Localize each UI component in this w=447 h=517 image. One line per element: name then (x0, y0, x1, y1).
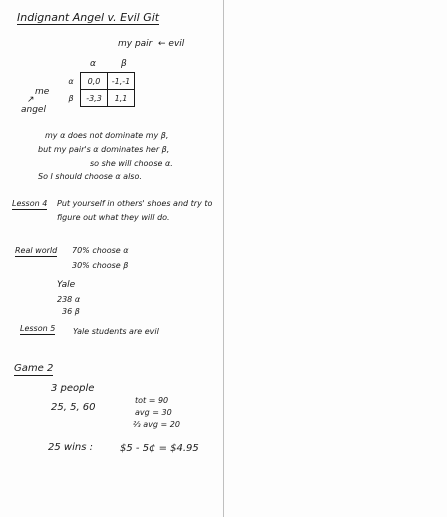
lesson-4-label: Lesson 4 (12, 199, 48, 208)
row-label-beta: β (68, 93, 74, 103)
game-2-average: avg = 30 (135, 408, 172, 417)
page-title: Indignant Angel v. Evil Git (17, 11, 160, 24)
col-label-alpha: α (90, 59, 96, 69)
lesson-5-label: Lesson 5 (20, 324, 56, 333)
game-2-numbers: 25, 5, 60 (51, 402, 96, 413)
col-label-beta: β (121, 59, 127, 69)
evil-arrow-label: ← evil (158, 39, 185, 49)
lesson-4-line-2: figure out what they will do. (57, 213, 170, 222)
matrix-row-alpha (63, 73, 135, 90)
cell-alpha-alpha: 0,0 (81, 73, 108, 90)
row-side-me: me (35, 87, 50, 97)
yale-title: Yale (57, 280, 76, 290)
matrix-row-beta (63, 90, 135, 107)
real-world-line-2: 30% choose β (72, 261, 129, 270)
real-world-label: Real world (15, 246, 58, 255)
yale-line-2: 36 β (62, 307, 80, 316)
yale-line-1: 238 α (57, 295, 81, 304)
real-world-line-1: 70% choose α (72, 246, 129, 255)
cell-beta-alpha: -3,3 (81, 90, 108, 107)
payoff-matrix (63, 72, 135, 107)
row-side-angel: angel (21, 105, 46, 115)
lesson-5-text: Yale students are evil (73, 327, 159, 336)
analysis-line-1: my α does not dominate my β, (45, 131, 169, 140)
row-label-alpha: α (68, 76, 74, 86)
cell-alpha-beta: -1,-1 (108, 73, 135, 90)
game-2-people: 3 people (51, 383, 95, 394)
my-pair-label: my pair (118, 39, 153, 49)
center-fold-line (223, 0, 224, 517)
cell-beta-beta: 1,1 (108, 90, 135, 107)
game-2-label: Game 2 (14, 363, 54, 374)
analysis-line-2: but my pair's α dominates her β, (38, 145, 170, 154)
game-2-calculation: $5 - 5¢ = $4.95 (120, 443, 199, 454)
game-2-two-thirds-average: ⅔ avg = 20 (133, 420, 180, 429)
lesson-4-line-1: Put yourself in others' shoes and try to (57, 199, 213, 208)
game-2-total: tot = 90 (135, 396, 169, 405)
analysis-line-3: so she will choose α. (90, 159, 173, 168)
row-side-arrow: ↗ (27, 95, 35, 105)
analysis-line-4: So I should choose α also. (38, 172, 142, 181)
game-2-wins-label: 25 wins : (48, 442, 93, 453)
